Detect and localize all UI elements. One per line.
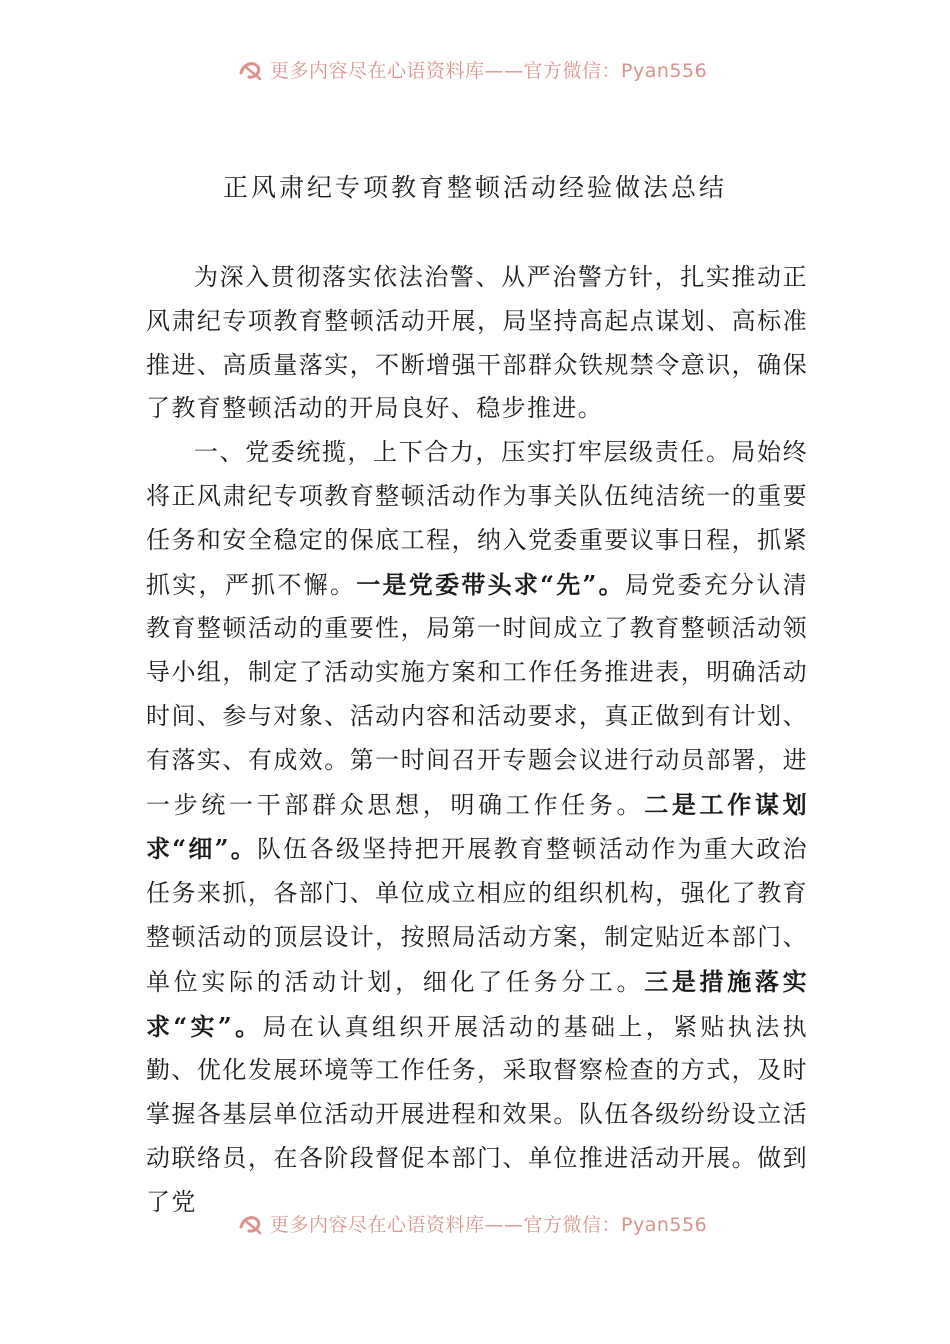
section-1-paragraph (146, 431, 808, 1224)
watermark-text: 更多内容尽在心语资料库——官方微信：Pyan556 (270, 60, 708, 82)
point-2-text: 队伍各级坚持把开展教育整顿活动作为重大政治任务来抓，各部门、单位成立相应的组织机构，强化了教育整顿活动的顶层设计，按照局活动方案，制定贴近本部门、单位实际的活动计划，细化了任务分工。 (146, 835, 809, 996)
watermark-text: 更多内容尽在心语资料库——官方微信：Pyan556 (270, 1214, 708, 1236)
section-1-lead: 一、党委统揽，上下合力，压实打牢层级责任。局始终将正风肃纪专项教育整顿活动作为事关队伍纯洁统一的重要任务和安全稳定的保底工程，纳入党委重要议事日程，抓紧抓实，严抓不懈。 (146, 438, 808, 599)
point-2-heading: 二是工作谋划求“细”。 (146, 789, 808, 864)
document-body (146, 256, 808, 1225)
header-watermark (0, 52, 950, 86)
footer-watermark (0, 1206, 950, 1240)
point-3-heading: 三是措施落实求“实”。 (146, 966, 808, 1041)
point-1-heading: 一是党委带头求“先”。 (356, 569, 625, 599)
brand-logo-icon (238, 1213, 264, 1235)
document-title: 正风肃纪专项教育整顿活动经验做法总结 (222, 173, 727, 202)
point-3-text: 局在认真组织开展活动的基础上，紧贴执法执勤、优化发展环境等工作任务，采取督察检查的方式，及时掌握各基层单位活动开展进程和效果。队伍各级纷纷设立活动联络员，在各阶段督促本部门、单位推进活动开展。做到了党 (146, 1012, 809, 1216)
intro-paragraph: 为深入贯彻落实依法治警、从严治警方针，扎实推动正风肃纪专项教育整顿活动开展，局坚持高起点谋划、高标准推进、高质量落实，不断增强干部群众铁规禁令意识，确保了教育整顿活动的开局良好、稳步推进。 (146, 263, 808, 423)
brand-logo-icon (238, 59, 264, 81)
point-1-text: 局党委充分认清教育整顿活动的重要性，局第一时间成立了教育整顿活动领导小组，制定了活动实施方案和工作任务推进表，明确活动时间、参与对象、活动内容和活动要求，真正做到有计划、有落实、有成效。第一时间召开专题会议进行动员部署，进一步统一干部群众思想，明确工作任务。 (146, 570, 808, 819)
